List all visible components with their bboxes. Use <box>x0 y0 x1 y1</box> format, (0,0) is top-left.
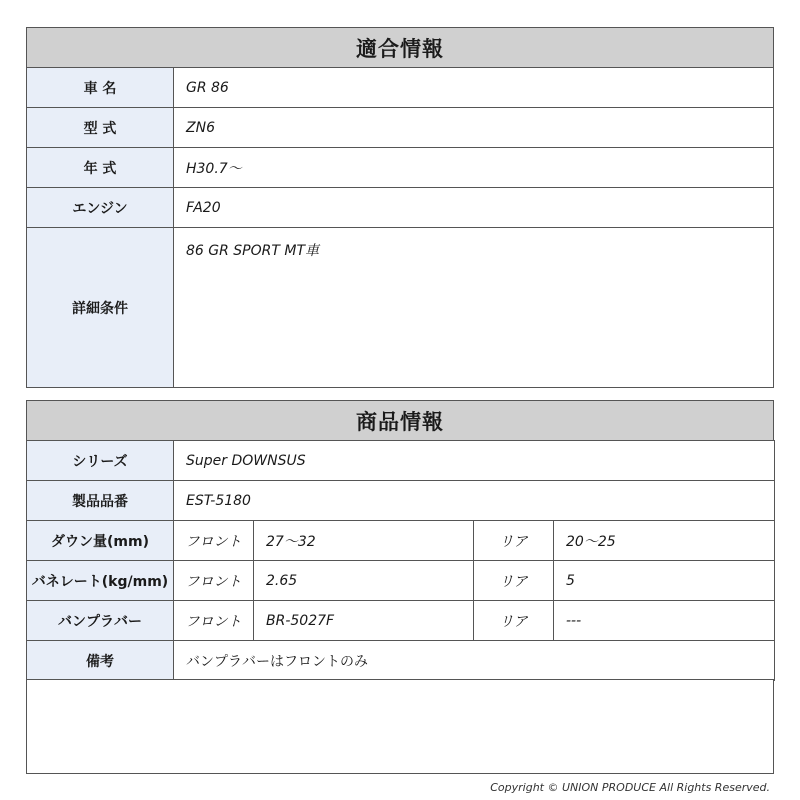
bump-front-value: BR-5027F <box>254 601 474 641</box>
table-row <box>27 188 774 228</box>
bump-rear-label: リア <box>474 601 554 641</box>
down-amount-label: ダウン量(mm) <box>27 521 174 561</box>
down-front-value: 27～32 <box>254 521 474 561</box>
down-rear-label: リア <box>474 521 554 561</box>
model-value: ZN6 <box>174 108 774 148</box>
down-front-label: フロント <box>174 521 254 561</box>
model-label: 型 式 <box>27 108 174 148</box>
part-number-value: EST-5180 <box>174 481 775 521</box>
table-row <box>27 148 774 188</box>
table-row <box>27 601 775 641</box>
series-value: Super DOWNSUS <box>174 441 775 481</box>
down-rear-value: 20～25 <box>554 521 775 561</box>
table-row <box>27 228 774 388</box>
bump-rear-value: --- <box>554 601 775 641</box>
product-header: 商品情報 <box>26 400 774 441</box>
fitment-table <box>26 67 774 388</box>
detail-value: 86 GR SPORT MT車 <box>174 228 774 388</box>
table-row <box>27 561 775 601</box>
spring-front-label: フロント <box>174 561 254 601</box>
engine-label: エンジン <box>27 188 174 228</box>
notes-label: 備考 <box>27 641 174 681</box>
bump-rubber-label: バンプラバー <box>27 601 174 641</box>
part-number-label: 製品品番 <box>27 481 174 521</box>
detail-label: 詳細条件 <box>27 228 174 388</box>
product-table <box>26 440 775 681</box>
table-row <box>27 68 774 108</box>
spring-rear-value: 5 <box>554 561 775 601</box>
table-row <box>27 108 774 148</box>
table-row <box>27 481 775 521</box>
spring-rear-label: リア <box>474 561 554 601</box>
notes-value: バンプラバーはフロントのみ <box>174 641 775 681</box>
spring-front-value: 2.65 <box>254 561 474 601</box>
bump-front-label: フロント <box>174 601 254 641</box>
year-value: H30.7～ <box>174 148 774 188</box>
copyright-footer: Copyright © UNION PRODUCE All Rights Reserved. <box>490 781 770 794</box>
table-row <box>27 521 775 561</box>
fitment-header: 適合情報 <box>26 27 774 68</box>
engine-value: FA20 <box>174 188 774 228</box>
spring-rate-label: バネレート(kg/mm) <box>27 561 174 601</box>
series-label: シリーズ <box>27 441 174 481</box>
car-name-value: GR 86 <box>174 68 774 108</box>
table-row <box>27 441 775 481</box>
car-name-label: 車 名 <box>27 68 174 108</box>
year-label: 年 式 <box>27 148 174 188</box>
empty-area <box>26 679 774 774</box>
table-row <box>27 641 775 681</box>
